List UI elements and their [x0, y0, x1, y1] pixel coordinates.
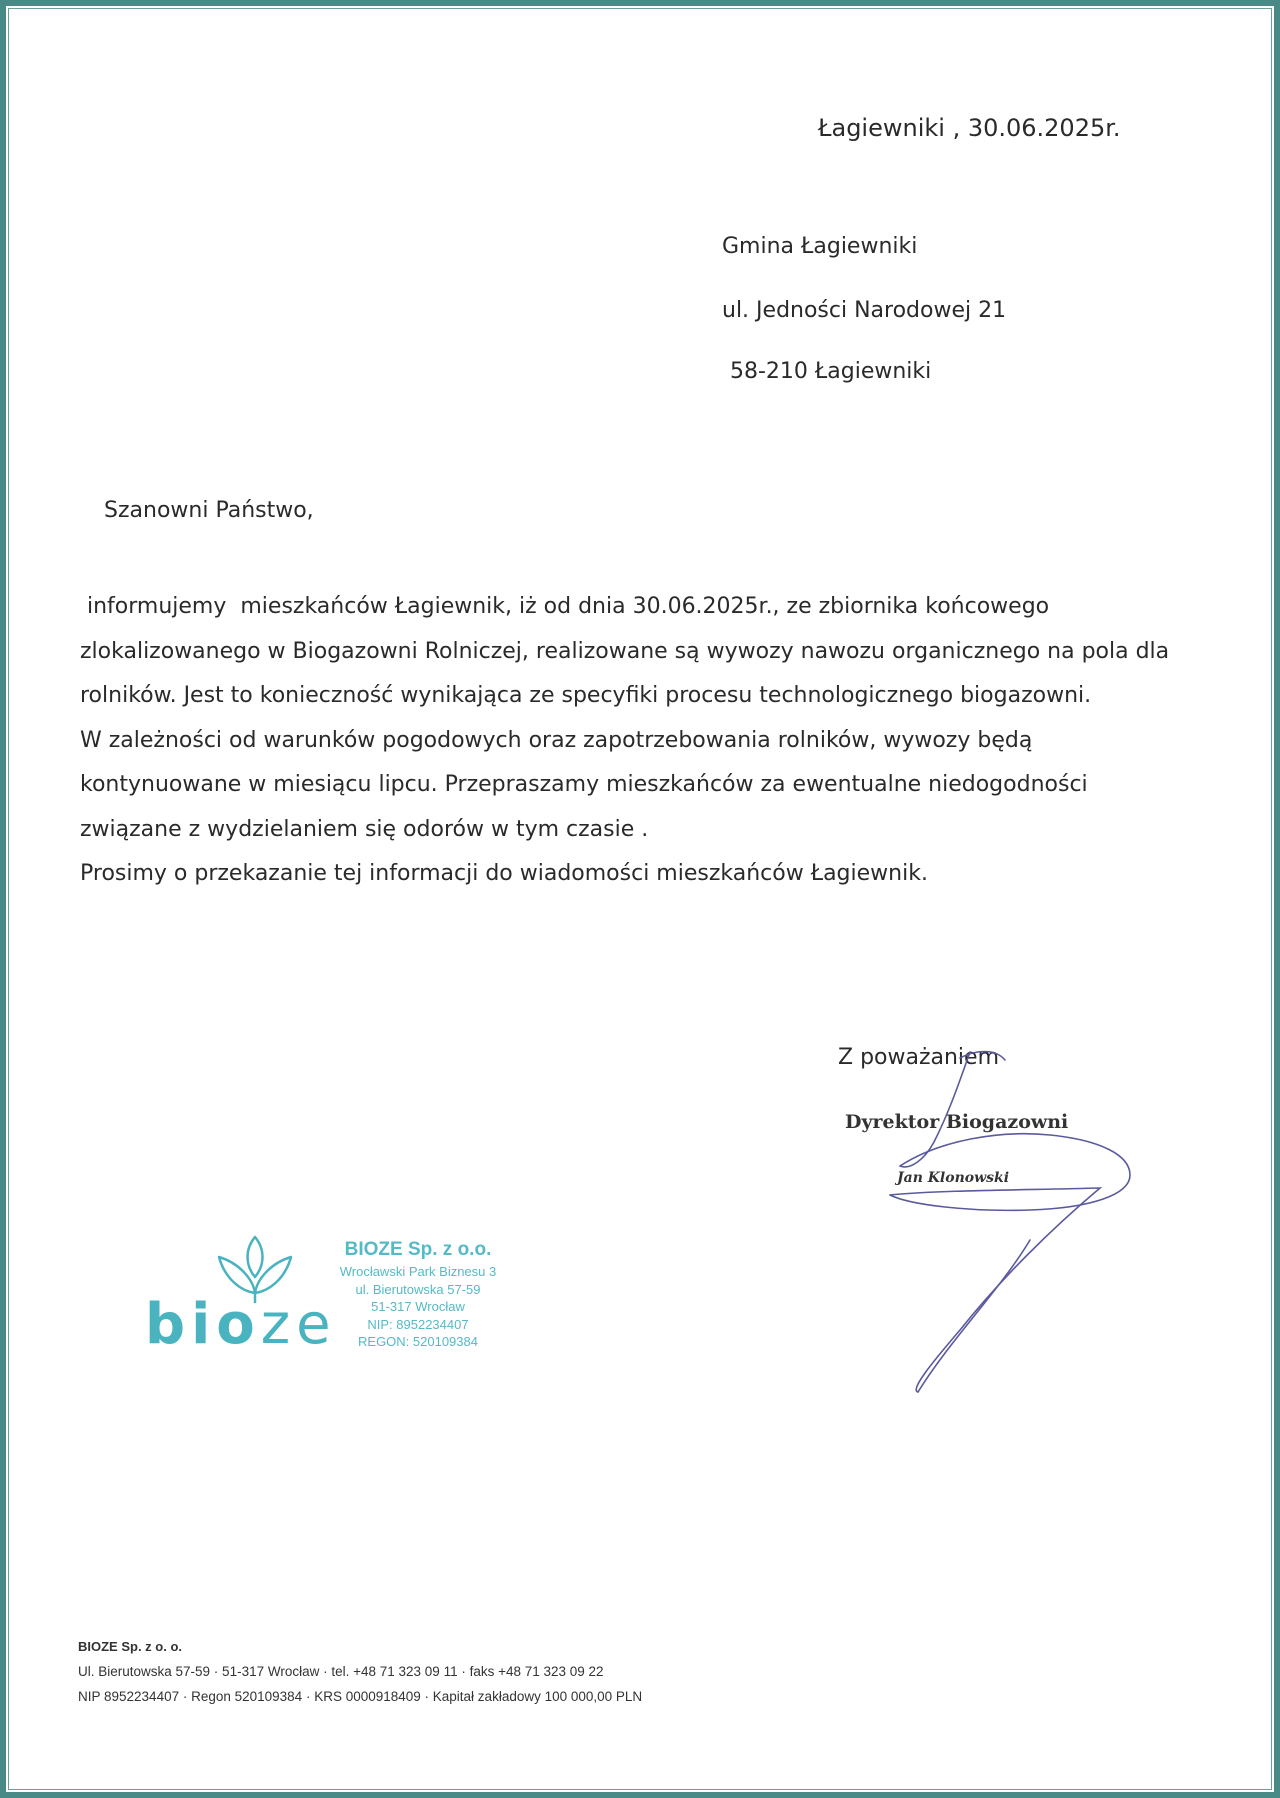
footer-address-line: Ul. Bierutowska 57-59 · 51-317 Wrocław · tel. +48 71 323 09 11 · faks +48 71 323 09 22	[78, 1664, 604, 1679]
company-stamp	[328, 1237, 508, 1351]
recipient-line-1: Gmina Łagiewniki	[722, 234, 918, 259]
closing: Z poważaniem	[838, 1045, 1000, 1070]
stamp-line: REGON: 520109384	[358, 1334, 478, 1349]
page-border-inner	[8, 8, 1272, 1790]
stamp-line: 51-317 Wrocław	[371, 1299, 465, 1314]
footer-registration-line: NIP 8952234407 · Regon 520109384 · KRS 0000918409 · Kapitał zakładowy 100 000,00 PLN	[78, 1689, 643, 1704]
body-line: zlokalizowanego w Biogazowni Rolniczej, realizowane są wywozy nawozu organicznego na pola dla	[80, 638, 1170, 664]
letter-footer	[78, 1634, 642, 1709]
recipient-line-2: ul. Jedności Narodowej 21	[722, 298, 1007, 323]
body-line: W zależności od warunków pogodowych oraz zapotrzebowania rolników, wywozy będą	[80, 727, 1033, 753]
stamp-company-name: BIOZE Sp. z o.o.	[344, 1239, 492, 1260]
handwritten-signature	[800, 1040, 1160, 1410]
body-line: Prosimy o przekazanie tej informacji do wiadomości mieszkańców Łagiewnik.	[80, 861, 928, 886]
stamp-line: Wrocławski Park Biznesu 3	[339, 1264, 497, 1279]
body-line: związane z wydzielaniem się odorów w tym czasie .	[80, 816, 649, 842]
letter-body	[80, 585, 1210, 897]
footer-company: BIOZE Sp. z o. o.	[78, 1639, 182, 1654]
signatory-title: Dyrektor Biogazowni	[845, 1111, 1069, 1133]
logo-word-light: ze	[260, 1292, 337, 1357]
letter-date: Łagiewniki , 30.06.2025r.	[818, 114, 1121, 142]
body-line: kontynuowane w miesiącu lipcu. Przepraszamy mieszkańców za ewentualne niedogodności	[80, 772, 1088, 797]
stamp-line: ul. Bierutowska 57-59	[355, 1281, 481, 1297]
body-line: rolników. Jest to konieczność wynikająca ze specyfiki procesu technologicznego biogazowni.	[80, 683, 1092, 708]
bioze-logo-wordmark	[145, 1293, 337, 1357]
logo-word-bold: bio	[145, 1292, 261, 1357]
stamp-line: NIP: 8952234407	[367, 1316, 469, 1332]
salutation: Szanowni Państwo,	[104, 498, 314, 523]
recipient-line-3: 58-210 Łagiewniki	[730, 359, 932, 384]
signatory-name: Jan Klonowski	[897, 1170, 1010, 1186]
body-line: informujemy mieszkańców Łagiewnik, iż od dnia 30.06.2025r., ze zbiornika końcowego	[80, 594, 1050, 619]
